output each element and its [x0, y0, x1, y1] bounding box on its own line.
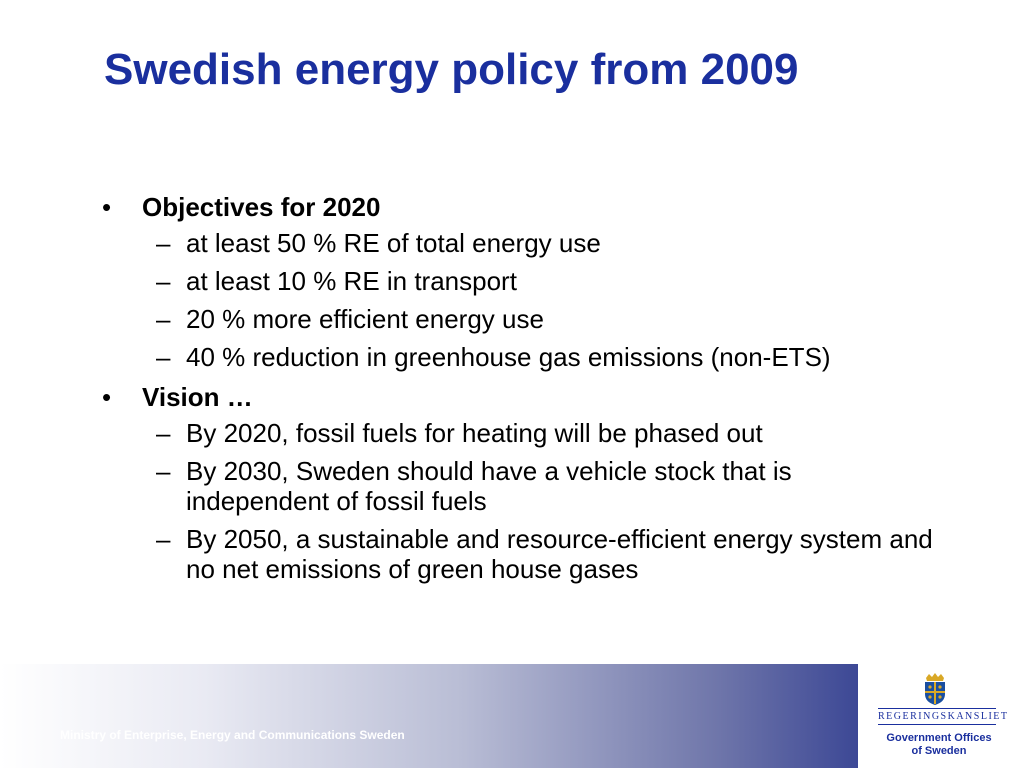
sub-list: [142, 418, 940, 584]
crown-crest-icon: [922, 672, 948, 706]
footer-ministry-text: Ministry of Enterprise, Energy and Communications Sweden: [60, 728, 405, 742]
sub-item-text: By 2050, a sustainable and resource-efficient energy system and no net emissions of green house gases: [186, 524, 933, 584]
dash-marker: –: [156, 524, 171, 554]
dash-marker: –: [156, 266, 171, 296]
slide-content: [100, 190, 940, 592]
dash-marker: –: [156, 228, 171, 258]
logo-caption: [868, 732, 1010, 758]
sub-item: [142, 266, 940, 296]
bullet-objectives: [100, 190, 940, 372]
bullet-marker: •: [102, 192, 112, 222]
sub-list: [142, 228, 940, 372]
government-logo: [858, 664, 1024, 768]
sub-item-text: 40 % reduction in greenhouse gas emissions (non-ETS): [186, 342, 831, 372]
logo-caption-line: of Sweden: [911, 745, 967, 757]
bullet-marker: •: [102, 382, 112, 412]
logo-wordmark: REGERINGSKANSLIET: [878, 708, 996, 725]
bullet-vision: [100, 380, 940, 584]
dash-marker: –: [156, 342, 171, 372]
bullet-heading: Vision …: [142, 382, 253, 412]
slide-title: Swedish energy policy from 2009: [104, 45, 799, 94]
sub-item-text: 20 % more efficient energy use: [186, 304, 544, 334]
sub-item: [142, 228, 940, 258]
sub-item-text: By 2020, fossil fuels for heating will be phased out: [186, 418, 763, 448]
dash-marker: –: [156, 304, 171, 334]
dash-marker: –: [156, 418, 171, 448]
sub-item: [142, 418, 940, 448]
sub-item-text: at least 10 % RE in transport: [186, 266, 517, 296]
bullet-heading: Objectives for 2020: [142, 192, 381, 222]
dash-marker: –: [156, 456, 171, 486]
sub-item: [142, 524, 940, 584]
sub-item-text: By 2030, Sweden should have a vehicle stock that is independent of fossil fuels: [186, 456, 792, 516]
sub-item-text: at least 50 % RE of total energy use: [186, 228, 601, 258]
sub-item: [142, 342, 940, 372]
logo-caption-line: Government Offices: [886, 732, 992, 744]
sub-item: [142, 304, 940, 334]
sub-item: [142, 456, 940, 516]
